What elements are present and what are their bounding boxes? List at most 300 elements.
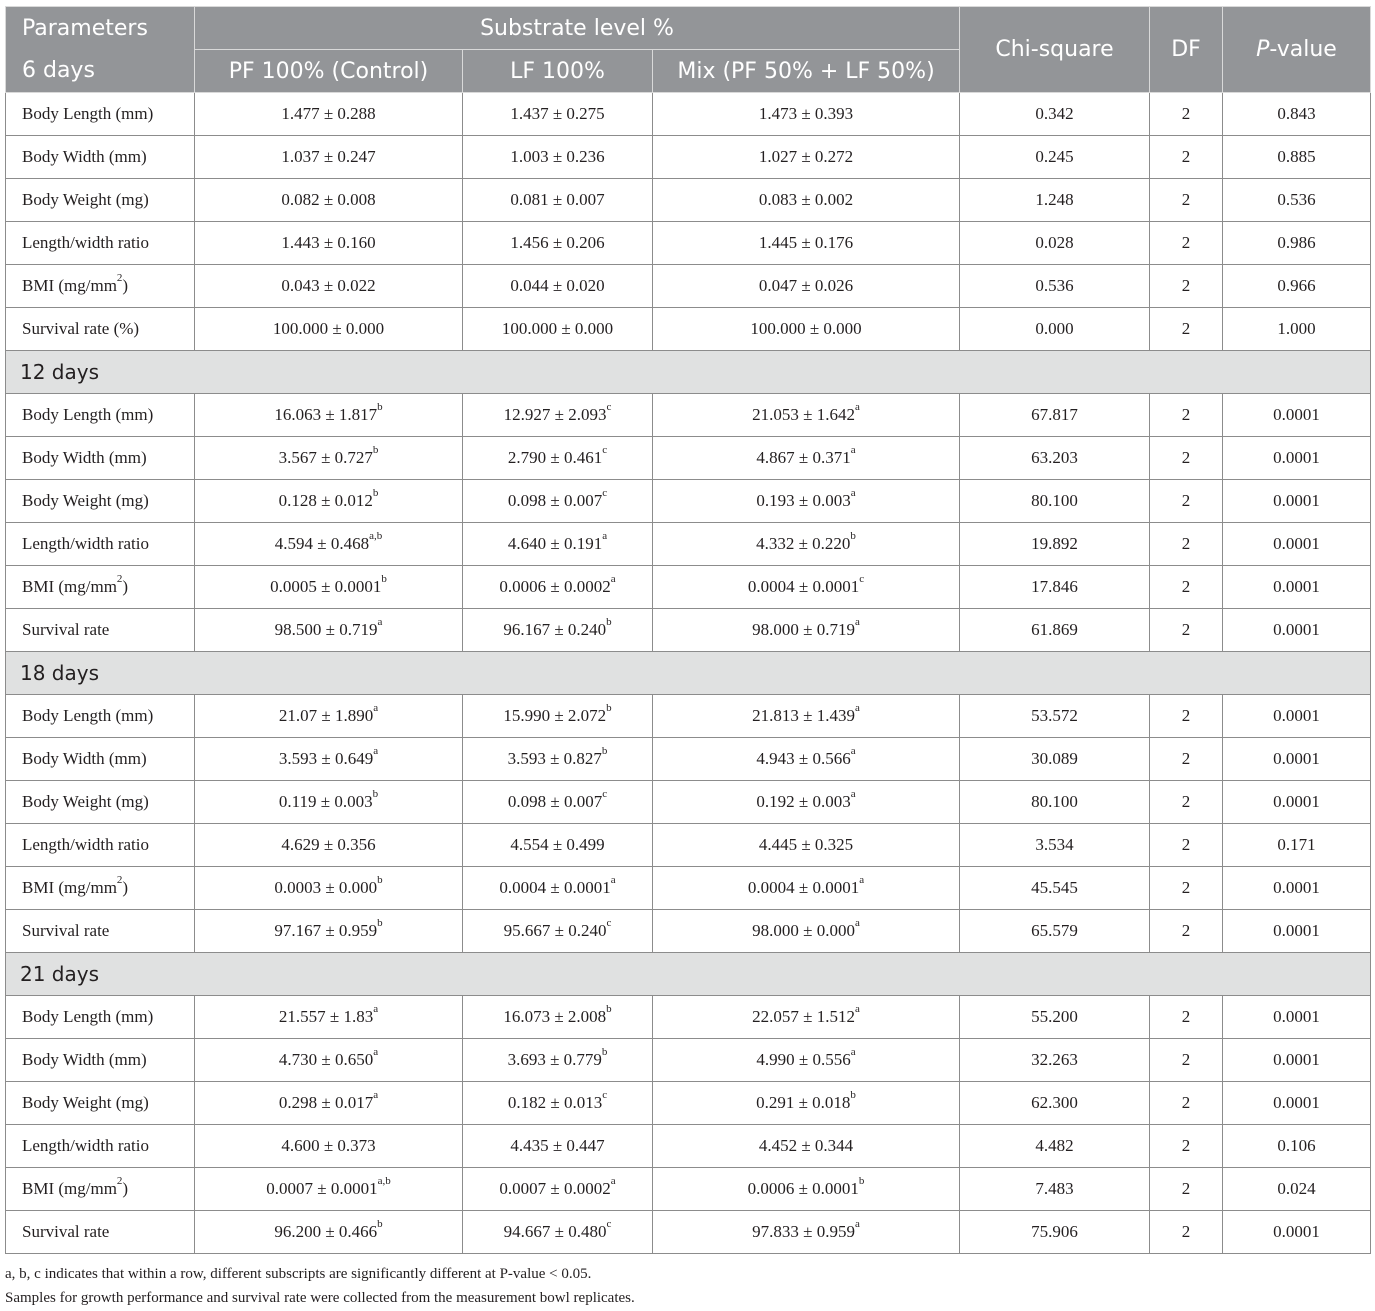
pf-value-cell [195,523,463,566]
significance-letter: a [373,745,379,757]
mix-value-cell [653,566,960,609]
mix-value-cell [653,1168,960,1211]
significance-letter: c [602,788,608,800]
chi-square-cell: 3.534 [960,824,1150,867]
mix-value-cell [653,265,960,308]
parameter-cell [6,996,195,1039]
mix-value-cell [653,867,960,910]
value-text: 0.0004 ± 0.0001 [747,878,860,897]
mix-value-cell [653,910,960,953]
pf-value-cell [195,93,463,136]
significance-letter: a [850,444,856,456]
significance-letter: a [850,788,856,800]
lf-value-cell [463,1082,653,1125]
p-value-cell: 0.0001 [1223,867,1371,910]
parameter-cell [6,179,195,222]
significance-letter: b [372,487,379,499]
value-text: 0.0004 ± 0.0001 [499,878,611,897]
lf-value-cell [463,265,653,308]
mix-value-cell [653,222,960,265]
table-row [6,781,1371,824]
pf-value-cell [195,867,463,910]
chi-square-cell: 19.892 [960,523,1150,566]
chi-square-cell: 61.869 [960,609,1150,652]
parameter-superscript: 2 [116,272,123,284]
parameter-cell [6,523,195,566]
parameter-label: Body Length (mm) [22,104,154,123]
table-body [6,93,1371,1254]
lf-value-cell [463,910,653,953]
pf-value-cell [195,1082,463,1125]
pf-value-cell [195,996,463,1039]
chi-square-cell: 4.482 [960,1125,1150,1168]
chi-square-cell: 17.846 [960,566,1150,609]
significance-letter: a [373,1089,379,1101]
significance-letter: c [602,487,608,499]
value-text: 21.07 ± 1.890 [278,706,374,725]
mix-value-cell [653,695,960,738]
pf-value-cell [195,179,463,222]
parameter-tail: ) [122,276,129,295]
significance-letter: b [377,917,383,929]
lf-value-cell [463,695,653,738]
pf-value-cell [195,394,463,437]
significance-letter: a [610,573,616,585]
mix-value-cell [653,1082,960,1125]
p-value-cell: 0.843 [1223,93,1371,136]
value-text: 1.037 ± 0.247 [281,147,376,166]
p-value-cell: 0.0001 [1223,996,1371,1039]
significance-letter: b [601,745,608,757]
value-text: 16.063 ± 1.817 [274,405,378,424]
table-row [6,480,1371,523]
significance-letter: a [602,530,608,542]
table-row [6,609,1371,652]
value-text: 0.291 ± 0.018 [756,1093,851,1112]
mix-value-cell [653,480,960,523]
parameter-label: Body Width (mm) [22,147,147,166]
mix-value-cell [653,781,960,824]
value-text: 98.000 ± 0.719 [752,620,855,639]
lf-value-cell [463,308,653,351]
significance-letter: a [859,874,865,886]
value-text: 1.443 ± 0.160 [281,233,376,252]
parameter-cell [6,136,195,179]
table-row [6,1082,1371,1125]
pf-value-cell [195,1168,463,1211]
significance-letter: a [850,487,856,499]
significance-letter: a [854,1003,860,1015]
p-value-cell: 0.885 [1223,136,1371,179]
mix-value-cell [653,609,960,652]
value-text: 100.000 ± 0.000 [272,319,385,338]
lf-value-cell [463,437,653,480]
table-header [6,7,1371,93]
significance-letter: b [372,444,379,456]
chi-square-cell: 80.100 [960,480,1150,523]
table-row [6,136,1371,179]
pf-value-cell [195,695,463,738]
parameter-cell [6,824,195,867]
group-label: 21 days [6,953,1371,996]
mix-value-cell [653,523,960,566]
parameter-label: BMI (mg/mm [22,276,117,295]
significance-letter: a [610,874,616,886]
mix-value-cell [653,1211,960,1254]
value-text: 21.053 ± 1.642 [752,405,855,424]
value-text: 1.003 ± 0.236 [510,147,605,166]
chi-square-cell: 67.817 [960,394,1150,437]
parameter-cell [6,566,195,609]
value-text: 0.047 ± 0.026 [758,276,854,295]
p-value-cell: 0.0001 [1223,1039,1371,1082]
parameter-label: BMI (mg/mm [22,1179,117,1198]
mix-value-cell [653,738,960,781]
parameter-label: BMI (mg/mm [22,577,117,596]
df-cell: 2 [1150,394,1223,437]
table-row [6,996,1371,1039]
header-p-italic: P [1256,37,1270,62]
significance-letter: a [377,616,383,628]
header-p-value [1223,7,1371,93]
chi-square-cell: 62.300 [960,1082,1150,1125]
pf-value-cell [195,738,463,781]
footnote-significance: a, b, c indicates that within a row, different subscripts are significantly different at P-value < 0.05. [5,1266,592,1282]
chi-square-cell: 7.483 [960,1168,1150,1211]
value-text: 4.943 ± 0.566 [756,749,851,768]
table-row [6,179,1371,222]
value-text: 94.667 ± 0.480 [503,1222,607,1241]
mix-value-cell [653,394,960,437]
parameter-label: Body Length (mm) [22,405,154,424]
value-text: 4.600 ± 0.373 [281,1136,376,1155]
significance-letter: a [373,702,379,714]
chi-square-cell: 0.342 [960,93,1150,136]
value-text: 4.629 ± 0.356 [281,835,376,854]
chi-square-cell: 55.200 [960,996,1150,1039]
df-cell: 2 [1150,437,1223,480]
value-text: 4.867 ± 0.371 [756,448,851,467]
value-text: 16.073 ± 2.008 [503,1007,607,1026]
pf-value-cell [195,1039,463,1082]
p-value-cell: 0.986 [1223,222,1371,265]
value-text: 0.081 ± 0.007 [510,190,605,209]
value-text: 4.730 ± 0.650 [278,1050,374,1069]
pf-value-cell [195,824,463,867]
lf-value-cell [463,824,653,867]
mix-value-cell [653,308,960,351]
parameter-cell [6,910,195,953]
value-text: 3.593 ± 0.649 [278,749,374,768]
chi-square-cell: 65.579 [960,910,1150,953]
table-row [6,1125,1371,1168]
p-value-cell: 0.0001 [1223,523,1371,566]
p-value-cell: 0.024 [1223,1168,1371,1211]
pf-value-cell [195,781,463,824]
chi-square-cell: 1.248 [960,179,1150,222]
table-row [6,93,1371,136]
value-text: 4.452 ± 0.344 [758,1136,854,1155]
value-text: 4.594 ± 0.468 [274,534,370,553]
parameter-label: Body Width (mm) [22,1050,147,1069]
parameter-label: Body Weight (mg) [22,1093,149,1112]
parameter-cell [6,1082,195,1125]
pf-value-cell [195,566,463,609]
lf-value-cell [463,523,653,566]
value-text: 100.000 ± 0.000 [750,319,862,338]
chi-square-cell: 32.263 [960,1039,1150,1082]
chi-square-cell: 30.089 [960,738,1150,781]
value-text: 0.128 ± 0.012 [278,491,373,510]
df-cell: 2 [1150,480,1223,523]
value-text: 0.119 ± 0.003 [278,792,373,811]
table-row [6,1168,1371,1211]
parameter-cell [6,609,195,652]
p-value-cell: 0.0001 [1223,480,1371,523]
results-table [5,6,1371,1254]
df-cell: 2 [1150,93,1223,136]
p-value-cell: 0.0001 [1223,566,1371,609]
value-text: 100.000 ± 0.000 [501,319,614,338]
lf-value-cell [463,480,653,523]
pf-value-cell [195,308,463,351]
parameter-label: Body Weight (mg) [22,792,149,811]
parameter-label: Length/width ratio [22,233,150,252]
header-first-group: 6 days [6,50,195,93]
value-text: 97.167 ± 0.959 [274,921,378,940]
value-text: 15.990 ± 2.072 [503,706,607,725]
value-text: 1.445 ± 0.176 [758,233,854,252]
value-text: 95.667 ± 0.240 [503,921,607,940]
parameter-label: Body Length (mm) [22,706,154,725]
lf-value-cell [463,738,653,781]
value-text: 0.0005 ± 0.0001 [270,577,382,596]
parameter-cell [6,867,195,910]
value-text: 4.990 ± 0.556 [756,1050,851,1069]
chi-square-cell: 80.100 [960,781,1150,824]
table-row [6,394,1371,437]
header-substrate-level: Substrate level % [195,7,960,50]
significance-letter: a [610,1175,616,1187]
value-text: 4.554 ± 0.499 [510,835,605,854]
df-cell: 2 [1150,265,1223,308]
value-text: 0.192 ± 0.003 [756,792,851,811]
footnote-samples: Samples for growth performance and survival rate were collected from the measurement bowl replicates. [5,1290,635,1306]
df-cell: 2 [1150,179,1223,222]
value-text: 3.593 ± 0.827 [507,749,602,768]
value-text: 4.435 ± 0.447 [510,1136,605,1155]
pf-value-cell [195,222,463,265]
p-value-cell: 0.0001 [1223,394,1371,437]
p-value-cell: 0.0001 [1223,738,1371,781]
header-col-mix: Mix (PF 50% + LF 50%) [653,50,960,93]
significance-letter: c [606,1218,612,1230]
significance-letter: a [854,702,860,714]
lf-value-cell [463,93,653,136]
p-value-cell: 0.171 [1223,824,1371,867]
parameter-label: Survival rate [22,1222,110,1241]
value-text: 4.640 ± 0.191 [507,534,603,553]
group-header-row [6,953,1371,996]
significance-letter: b [601,1046,608,1058]
pf-value-cell [195,1211,463,1254]
significance-letter: b [850,530,856,542]
df-cell: 2 [1150,1082,1223,1125]
value-text: 0.082 ± 0.008 [281,190,376,209]
chi-square-cell: 53.572 [960,695,1150,738]
header-df: DF [1150,7,1223,93]
df-cell: 2 [1150,867,1223,910]
parameter-superscript: 2 [116,1175,123,1187]
pf-value-cell [195,1125,463,1168]
df-cell: 2 [1150,222,1223,265]
table-row [6,566,1371,609]
chi-square-cell: 0.536 [960,265,1150,308]
p-value-cell: 0.0001 [1223,1082,1371,1125]
df-cell: 2 [1150,695,1223,738]
mix-value-cell [653,1125,960,1168]
significance-letter: b [372,788,379,800]
table-row [6,222,1371,265]
parameter-cell [6,1125,195,1168]
lf-value-cell [463,1211,653,1254]
table-row [6,523,1371,566]
significance-letter: a,b [377,1175,391,1187]
value-text: 0.182 ± 0.013 [507,1093,603,1112]
p-value-cell: 0.0001 [1223,781,1371,824]
parameter-cell [6,1168,195,1211]
p-value-cell: 0.0001 [1223,437,1371,480]
value-text: 12.927 ± 2.093 [503,405,607,424]
df-cell: 2 [1150,1211,1223,1254]
value-text: 0.0003 ± 0.000 [274,878,378,897]
mix-value-cell [653,824,960,867]
table-row [6,695,1371,738]
parameter-cell [6,781,195,824]
chi-square-cell: 75.906 [960,1211,1150,1254]
lf-value-cell [463,781,653,824]
chi-square-cell: 0.245 [960,136,1150,179]
p-value-cell: 0.0001 [1223,910,1371,953]
group-label: 18 days [6,652,1371,695]
pf-value-cell [195,437,463,480]
lf-value-cell [463,867,653,910]
df-cell: 2 [1150,609,1223,652]
df-cell: 2 [1150,308,1223,351]
group-header-row [6,351,1371,394]
value-text: 0.298 ± 0.017 [278,1093,374,1112]
header-chi-square: Chi-square [960,7,1150,93]
significance-letter: b [606,616,612,628]
value-text: 96.200 ± 0.466 [274,1222,378,1241]
value-text: 3.693 ± 0.779 [507,1050,602,1069]
p-value-cell: 0.536 [1223,179,1371,222]
parameter-label: Body Weight (mg) [22,491,149,510]
header-col-lf: LF 100% [463,50,653,93]
parameter-cell [6,738,195,781]
parameter-tail: ) [122,577,129,596]
significance-letter: b [377,874,383,886]
table-row [6,910,1371,953]
table-row [6,1211,1371,1254]
value-text: 0.193 ± 0.003 [756,491,851,510]
table-footnotes [5,1262,1370,1310]
df-cell: 2 [1150,1125,1223,1168]
lf-value-cell [463,222,653,265]
value-text: 98.000 ± 0.000 [752,921,855,940]
value-text: 1.477 ± 0.288 [281,104,376,123]
parameter-label: Body Length (mm) [22,1007,154,1026]
value-text: 2.790 ± 0.461 [507,448,603,467]
value-text: 0.0007 ± 0.0001 [266,1179,378,1198]
significance-letter: a [373,1046,379,1058]
p-value-cell: 0.0001 [1223,609,1371,652]
parameter-tail: ) [122,878,129,897]
parameter-label: Survival rate [22,620,110,639]
parameter-label: Body Weight (mg) [22,190,149,209]
significance-letter: a [854,1218,860,1230]
p-value-cell: 0.106 [1223,1125,1371,1168]
value-text: 98.500 ± 0.719 [274,620,378,639]
df-cell: 2 [1150,136,1223,179]
df-cell: 2 [1150,781,1223,824]
significance-letter: a,b [369,530,383,542]
df-cell: 2 [1150,738,1223,781]
value-text: 1.456 ± 0.206 [510,233,605,252]
parameter-label: Survival rate (%) [22,319,140,338]
value-text: 22.057 ± 1.512 [752,1007,855,1026]
parameter-cell [6,93,195,136]
parameter-cell [6,222,195,265]
parameter-superscript: 2 [116,874,123,886]
parameter-label: BMI (mg/mm [22,878,117,897]
significance-letter: b [850,1089,856,1101]
significance-letter: c [602,1089,608,1101]
mix-value-cell [653,179,960,222]
pf-value-cell [195,609,463,652]
parameter-label: Survival rate [22,921,110,940]
table-row [6,824,1371,867]
parameter-superscript: 2 [116,573,123,585]
parameter-cell [6,480,195,523]
lf-value-cell [463,136,653,179]
group-label: 12 days [6,351,1371,394]
value-text: 1.473 ± 0.393 [758,104,854,123]
table-row [6,867,1371,910]
lf-value-cell [463,179,653,222]
table-row [6,265,1371,308]
parameter-cell [6,1039,195,1082]
value-text: 0.098 ± 0.007 [507,491,603,510]
significance-letter: a [854,917,860,929]
value-text: 0.0007 ± 0.0002 [499,1179,611,1198]
table-row [6,308,1371,351]
parameter-label: Body Width (mm) [22,448,147,467]
value-text: 1.437 ± 0.275 [510,104,605,123]
df-cell: 2 [1150,523,1223,566]
significance-letter: b [606,702,612,714]
lf-value-cell [463,394,653,437]
significance-letter: a [850,1046,856,1058]
value-text: 21.557 ± 1.83 [278,1007,374,1026]
value-text: 4.332 ± 0.220 [756,534,851,553]
significance-letter: c [602,444,608,456]
df-cell: 2 [1150,566,1223,609]
parameter-tail: ) [122,1179,129,1198]
pf-value-cell [195,265,463,308]
df-cell: 2 [1150,910,1223,953]
parameter-cell [6,695,195,738]
